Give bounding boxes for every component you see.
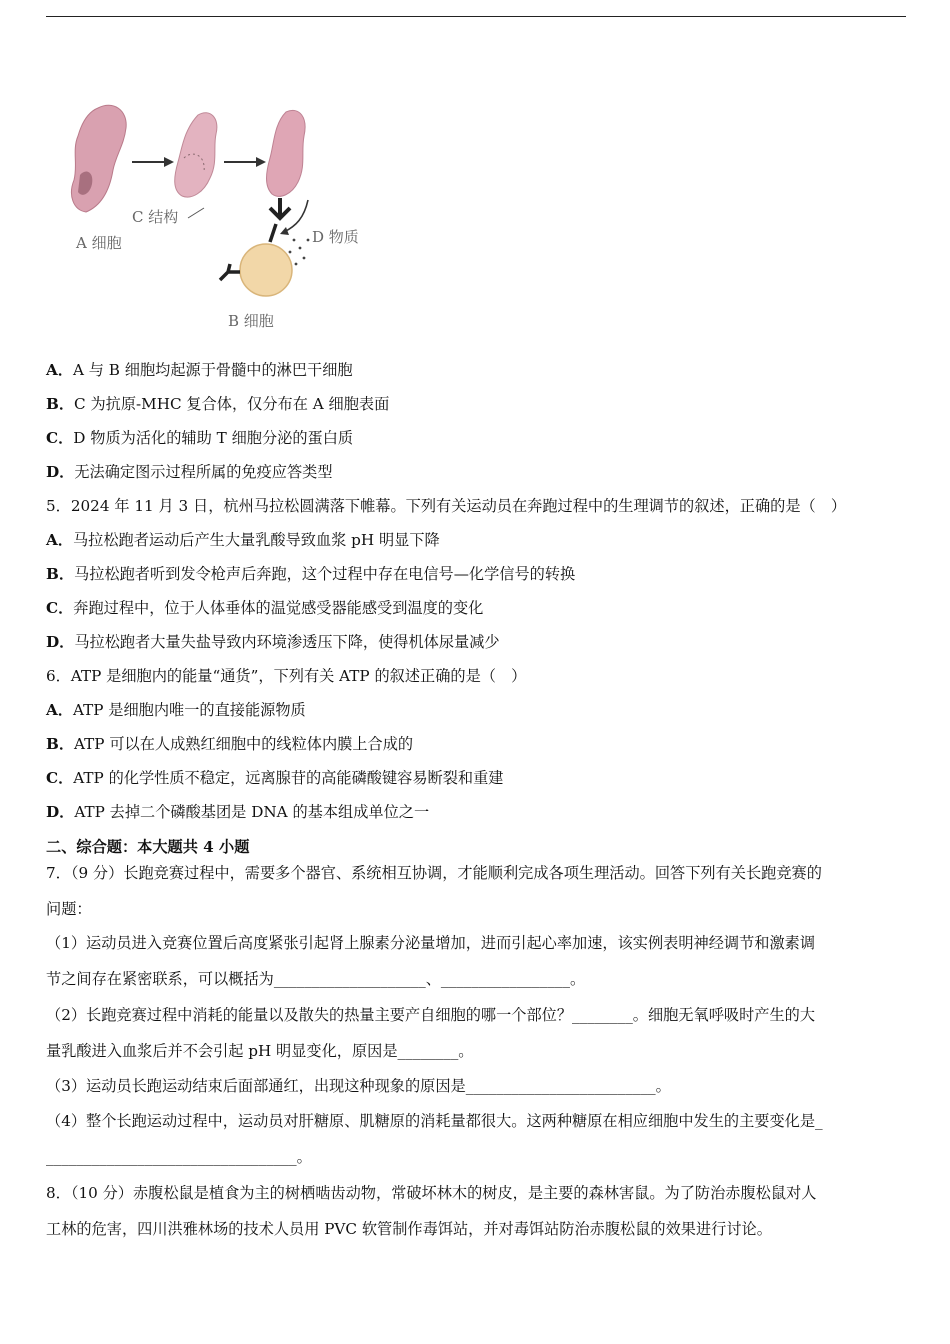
arrow-1 [164,157,174,167]
q7-part3: （3）运动员长跑运动结束后面部通红，出现这种现象的原因是_________________________。 [46,1077,671,1095]
right-cell-shape [267,110,306,196]
q4-option-b: B．C 为抗原-MHC 复合体，仅分布在 A 细胞表面 [46,395,390,413]
q7-part4-line-1: （4）整个长跑运动过程中，运动员对肝糖原、肌糖原的消耗量都很大。这两种糖原在相应细胞中发生的主要变化是_ [46,1112,823,1130]
q7-part2-line-1: （2）长跑竞赛过程中消耗的能量以及散失的热量主要产自细胞的哪一个部位？________。细胞无氧呼吸时产生的大 [46,1006,816,1024]
label-a-cell: A 细胞 [76,234,122,252]
q7-line-1: 7．（9 分）长跑竞赛过程中，需要多个器官、系统相互协调，才能顺利完成各项生理活动。回答下列有关长跑竞赛的 [46,864,822,882]
arrow-2 [256,157,266,167]
q6-option-b: B．ATP 可以在人成熟红细胞中的线粒体内膜上合成的 [46,735,414,753]
q7-part4-line-2: _________________________________。 [46,1148,312,1166]
q5-stem: 5．2024 年 11 月 3 日，杭州马拉松圆满落下帷幕。下列有关运动员在奔跑过程中的生理调节的叙述，正确的是（ ） [46,497,847,515]
label-d-substance: D 物质 [312,228,359,246]
q7-part1-line-1: （1）运动员进入竞赛位置后高度紧张引起肾上腺素分泌量增加，进而引起心率加速，该实例表明神经调节和激素调 [46,934,816,952]
q6-option-c: C．ATP 的化学性质不稳定，远离腺苷的高能磷酸键容易断裂和重建 [46,769,504,787]
header-rule [46,16,906,17]
q4-option-d: D．无法确定图示过程所属的免疫应答类型 [46,463,333,481]
label-b-cell: B 细胞 [228,312,274,330]
q7-part2-line-2: 量乳酸进入血浆后并不会引起 pH 明显变化，原因是________。 [46,1042,474,1060]
label-c-structure: C 结构 [132,208,179,226]
q5-option-d: D．马拉松跑者大量失盐导致内环境渗透压下降，使得机体尿量减少 [46,633,500,651]
middle-cell-shape [175,113,217,197]
q7-line-2: 问题： [46,900,92,918]
b-cell-shape [240,244,292,296]
q6-stem: 6．ATP 是细胞内的能量“通货”，下列有关 ATP 的叙述正确的是（ ） [46,667,527,685]
immune-process-figure [58,100,378,335]
figure-svg [58,100,378,335]
q5-option-c: C．奔跑过程中，位于人体垂体的温觉感受器能感受到温度的变化 [46,599,484,617]
section-2-heading: 二、综合题：本大题共 4 小题 [46,838,250,856]
q6-option-d: D．ATP 去掉二个磷酸基团是 DNA 的基本组成单位之一 [46,803,430,821]
q5-option-b: B．马拉松跑者听到发令枪声后奔跑，这个过程中存在电信号—化学信号的转换 [46,565,576,583]
q4-option-c: C．D 物质为活化的辅助 T 细胞分泌的蛋白质 [46,429,354,447]
q8-line-1: 8．（10 分）赤腹松鼠是植食为主的树栖啮齿动物，常破坏林木的树皮，是主要的森林害鼠。为了防治赤腹松鼠对人 [46,1184,817,1202]
q5-option-a: A．马拉松跑者运动后产生大量乳酸导致血浆 pH 明显下降 [46,531,440,549]
q6-option-a: A．ATP 是细胞内唯一的直接能源物质 [46,701,306,719]
q4-option-a: A．A 与 B 细胞均起源于骨髓中的淋巴干细胞 [46,361,353,379]
q7-part1-line-2: 节之间存在紧密联系，可以概括为____________________、_________________。 [46,970,586,988]
a-cell-shape [71,105,126,212]
q8-line-2: 工林的危害，四川洪雅林场的技术人员用 PVC 软管制作毒饵站，并对毒饵站防治赤腹松鼠的效果进行讨论。 [46,1220,772,1238]
